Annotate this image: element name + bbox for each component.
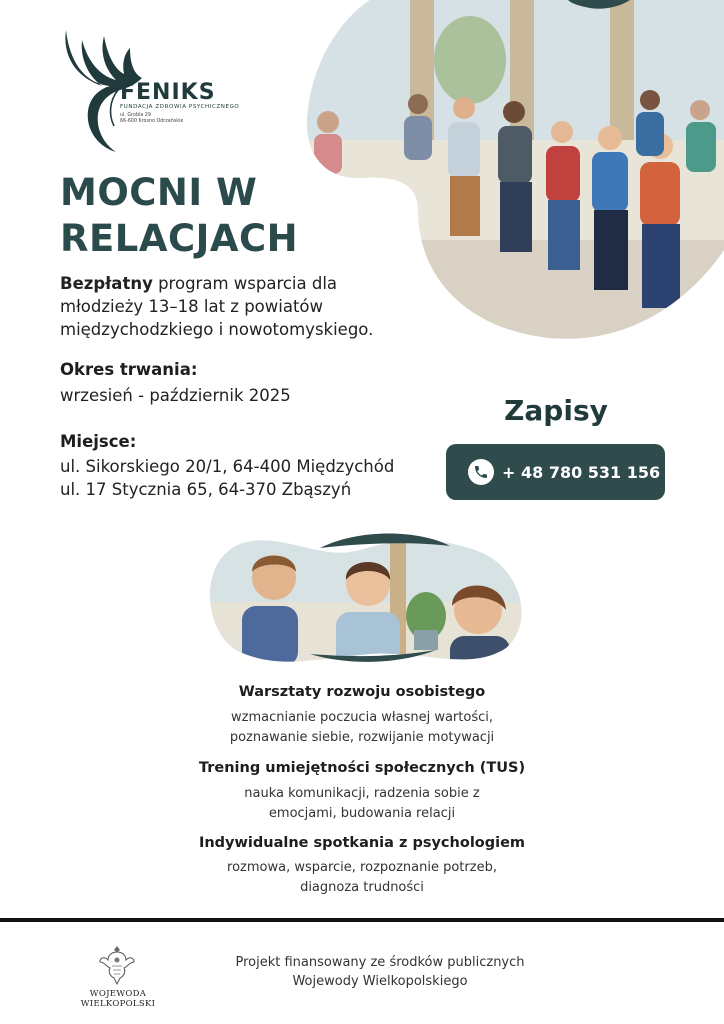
title-line1: MOCNI W	[60, 171, 258, 214]
period-heading: Okres trwania:	[60, 360, 198, 379]
place-line1: ul. Sikorskiego 20/1, 64-400 Międzychód	[60, 457, 395, 476]
authority-label: WOJEWODA WIELKOPOLSKI	[80, 989, 156, 1009]
funding-text-line1: Projekt finansowany ze środków publicznych	[235, 955, 525, 970]
counseling-illustration	[200, 532, 530, 664]
phone-icon	[468, 459, 494, 485]
phone-button[interactable]	[446, 444, 665, 500]
section-heading-psychologist: Indywidualne spotkania z psychologiem	[198, 835, 526, 851]
section-text-tus-line1: nauka komunikacji, radzenia sobie z	[244, 786, 480, 801]
funding-text-line2: Wojewody Wielkopolskiego	[292, 974, 468, 989]
eagle-crest-icon	[98, 944, 136, 986]
section-text-workshops-line1: wzmacnianie poczucia własnej wartości,	[230, 710, 493, 725]
intro-rest: program wsparcia dla młodzieży 13–18 lat z powiatów międzychodzkiego i nowotomyskiego.	[60, 274, 374, 339]
title-line2: RELACJACH	[60, 217, 299, 260]
section-text-psychologist-line1: rozmowa, wsparcie, rozpoznanie potrzeb,	[227, 860, 497, 875]
phone-number: + 48 780 531 156	[502, 462, 661, 482]
footer-divider	[0, 918, 724, 922]
section-text-psychologist-line2: diagnoza trudności	[300, 880, 424, 895]
section-heading-workshops: Warsztaty rozwoju osobistego	[238, 684, 486, 700]
intro-bold: Bezpłatny	[60, 274, 153, 293]
logo-subtitle: FUNDACJA ZDROWIA PSYCHICZNEGO	[120, 104, 240, 110]
logo-address-line1: ul. Grobla 29	[120, 113, 151, 118]
logo-name: FENIKS	[120, 80, 216, 105]
section-heading-tus: Trening umiejętności społecznych (TUS)	[198, 760, 526, 776]
group-session-illustration	[300, 0, 724, 340]
period-value: wrzesień - październik 2025	[60, 386, 291, 405]
place-heading: Miejsce:	[60, 432, 137, 451]
logo-address-line2: 66-600 Krosno Odrzańskie	[120, 119, 184, 124]
section-text-tus-line2: emocjami, budowania relacji	[268, 806, 456, 821]
signup-heading: Zapisy	[504, 394, 608, 427]
place-line2: ul. 17 Stycznia 65, 64-370 Zbąszyń	[60, 480, 352, 499]
section-text-workshops-line2: poznawanie siebie, rozwijanie motywacji	[229, 730, 495, 745]
